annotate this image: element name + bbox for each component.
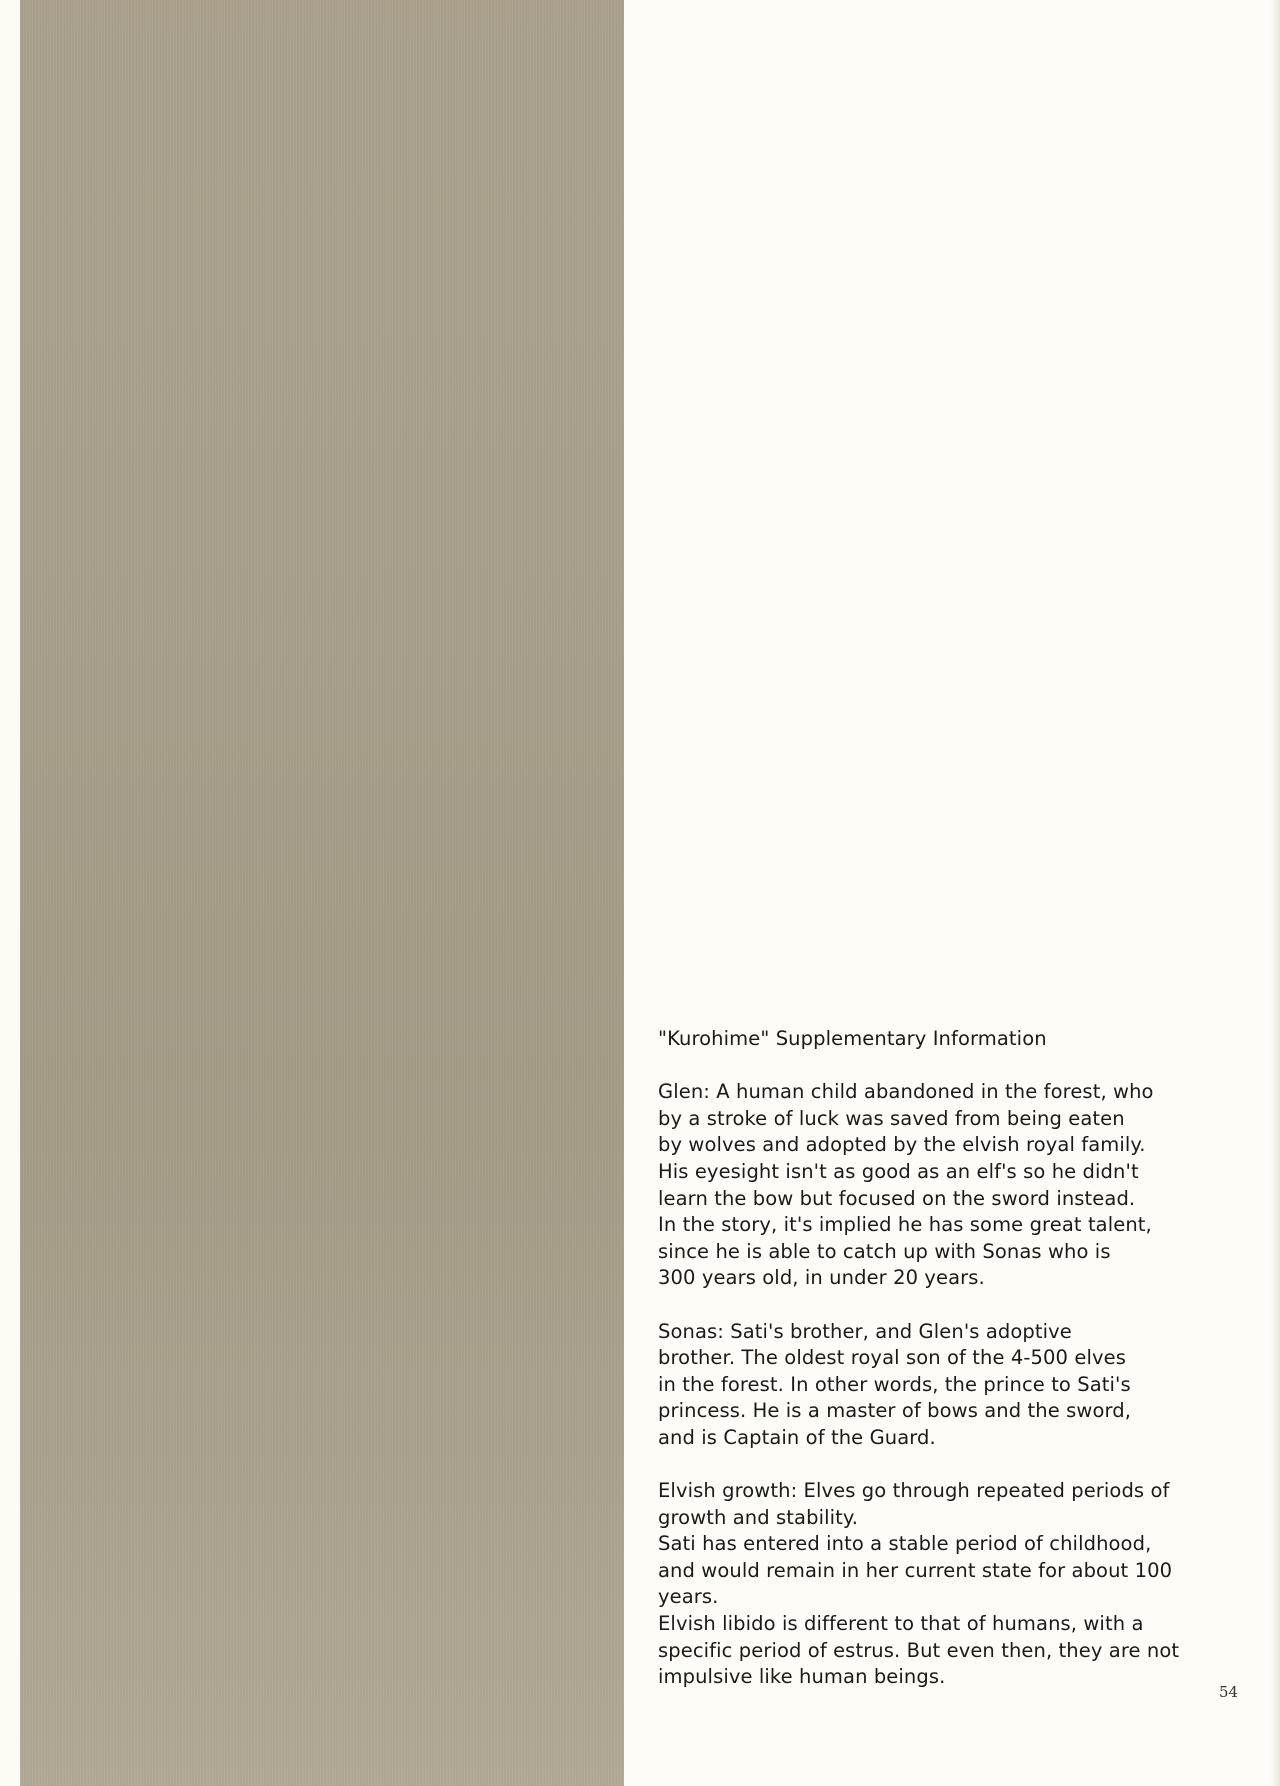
- supplementary-text-block: [658, 1026, 1258, 1717]
- paragraph-sonas: [658, 1319, 1258, 1452]
- text-line: His eyesight isn't as good as an elf's so he didn't: [658, 1159, 1139, 1183]
- text-line: since he is able to catch up with Sonas who is: [658, 1239, 1111, 1263]
- text-line: learn the bow but focused on the sword instead.: [658, 1186, 1136, 1210]
- page-edge-shadow: [1270, 0, 1280, 1786]
- text-line: years.: [658, 1585, 719, 1609]
- text-line: In the story, it's implied he has some great talent,: [658, 1213, 1152, 1237]
- text-line: in the forest. In other words, the prince to Sati's: [658, 1372, 1131, 1396]
- text-line: Glen: A human child abandoned in the forest, who: [658, 1080, 1154, 1104]
- text-line: specific period of estrus. But even then, they are not: [658, 1638, 1180, 1662]
- text-line: by wolves and adopted by the elvish royal family.: [658, 1133, 1146, 1157]
- left-margin: [0, 0, 20, 1786]
- text-line: brother. The oldest royal son of the 4-500 elves: [658, 1346, 1126, 1370]
- text-line: Elvish growth: Elves go through repeated periods of: [658, 1479, 1170, 1503]
- text-line: princess. He is a master of bows and the sword,: [658, 1399, 1132, 1423]
- text-line: Sonas: Sati's brother, and Glen's adoptive: [658, 1319, 1072, 1343]
- text-line: and is Captain of the Guard.: [658, 1425, 936, 1449]
- text-line: 300 years old, in under 20 years.: [658, 1266, 985, 1290]
- text-line: Elvish libido is different to that of humans, with a: [658, 1612, 1144, 1636]
- text-line: by a stroke of luck was saved from being eaten: [658, 1106, 1125, 1130]
- gray-tone-panel: [20, 0, 624, 1786]
- paragraph-glen: [658, 1079, 1258, 1292]
- section-heading: "Kurohime" Supplementary Information: [658, 1027, 1047, 1050]
- text-line: impulsive like human beings.: [658, 1665, 946, 1689]
- text-line: and would remain in her current state for about 100: [658, 1558, 1173, 1582]
- paragraph-elvish-growth: [658, 1478, 1258, 1691]
- page-number: 54: [1219, 1683, 1239, 1701]
- text-line: Sati has entered into a stable period of childhood,: [658, 1532, 1152, 1556]
- text-line: growth and stability.: [658, 1505, 859, 1529]
